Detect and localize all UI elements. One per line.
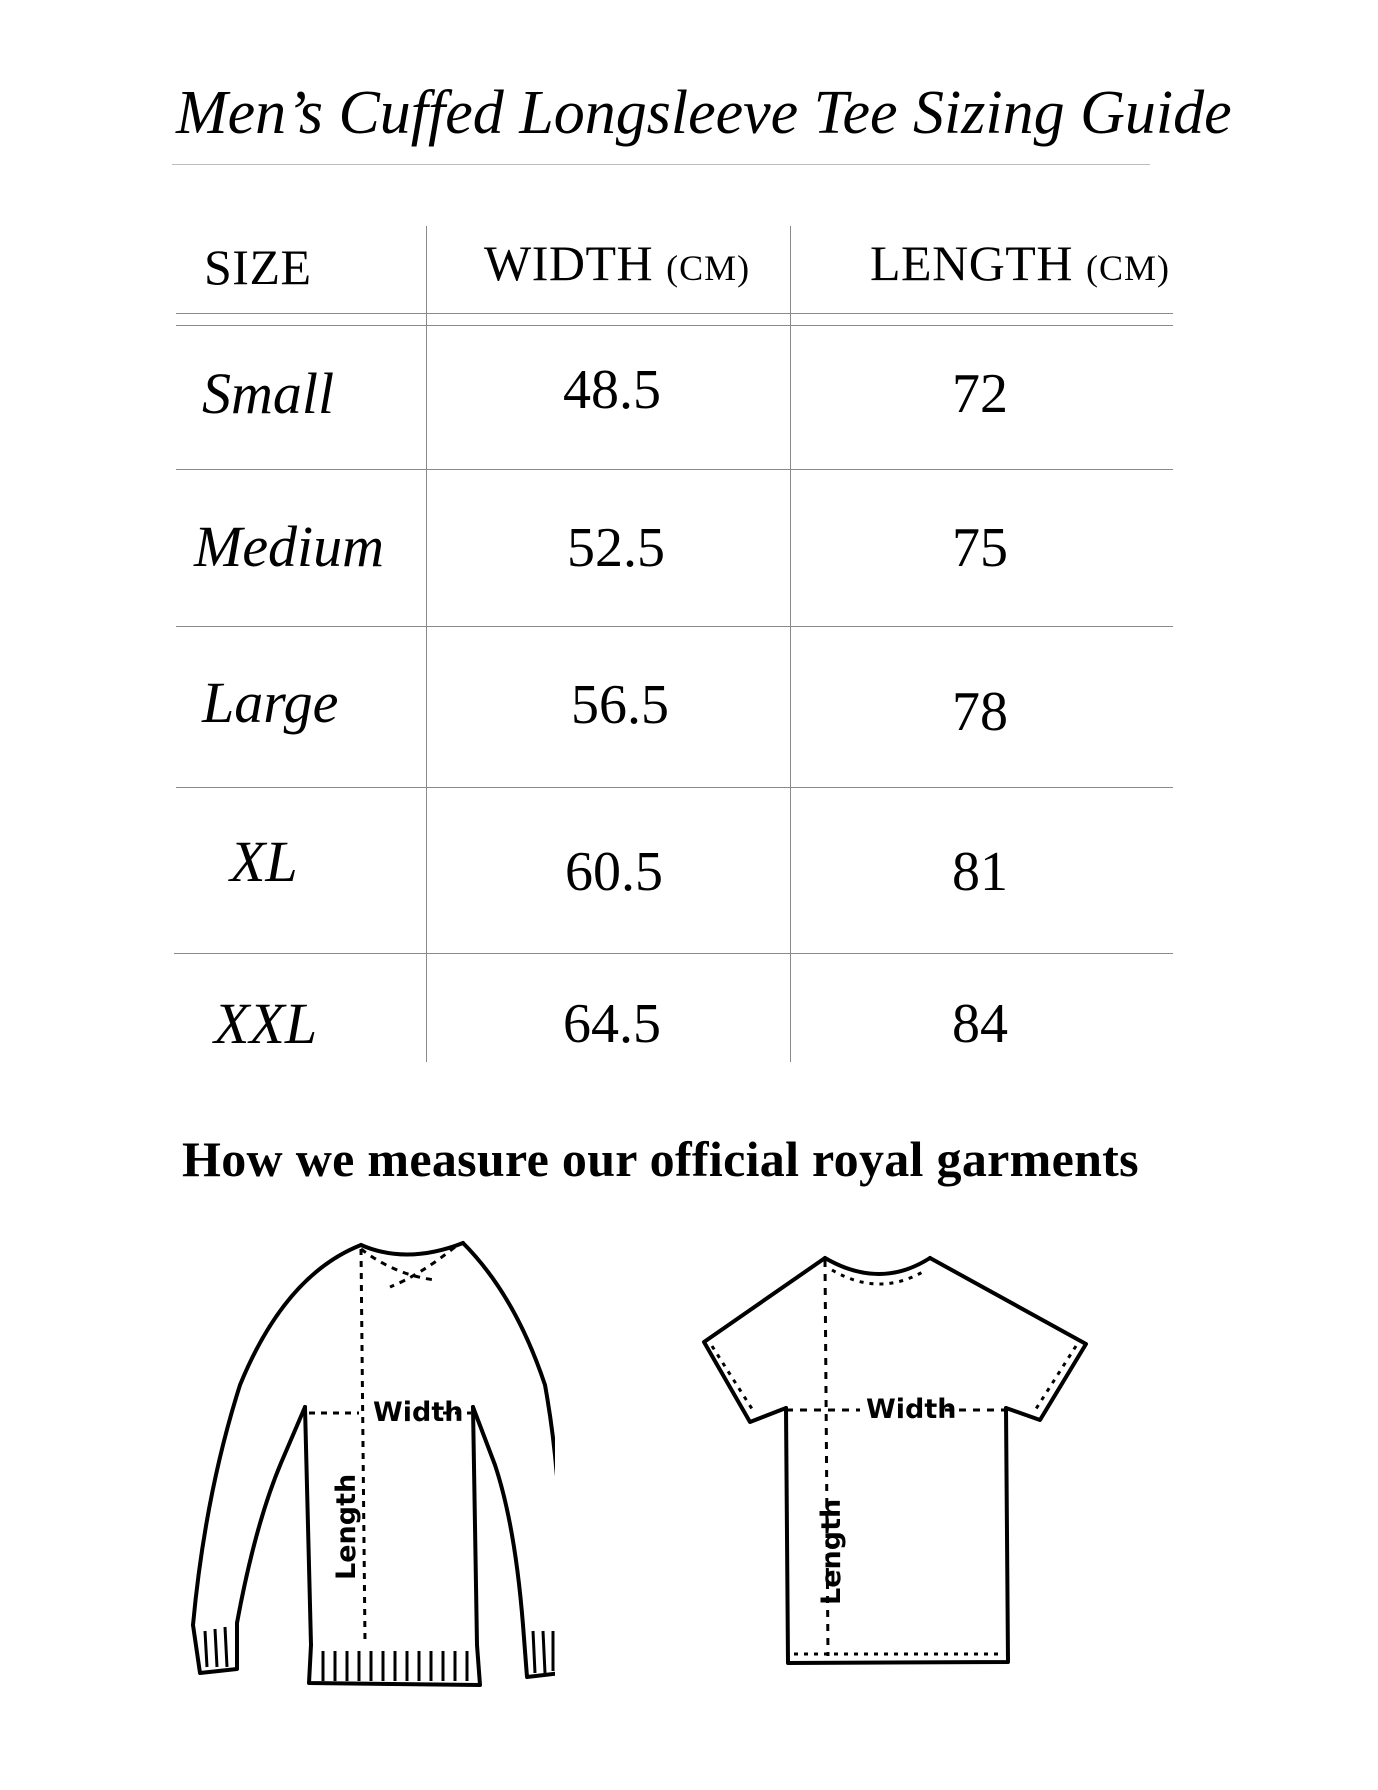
header-length-label: LENGTH <box>870 235 1073 291</box>
header-width <box>484 234 750 292</box>
size-xl: XL <box>230 829 298 894</box>
width-small: 48.5 <box>563 359 661 421</box>
length-large: 78 <box>952 681 1008 743</box>
row-divider <box>174 953 1173 954</box>
header-size: SIZE <box>204 239 312 295</box>
size-xxl: XXL <box>214 991 318 1056</box>
header-width-label: WIDTH <box>484 235 654 291</box>
longsleeve-diagram <box>185 1235 555 1705</box>
width-medium: 52.5 <box>567 517 665 579</box>
header-rule <box>176 313 1173 314</box>
tee-diagram <box>700 1250 1090 1680</box>
column-divider <box>790 226 791 1062</box>
longsleeve-width-label: Width <box>373 1397 464 1428</box>
length-xl: 81 <box>952 841 1008 903</box>
width-xl: 60.5 <box>565 841 663 903</box>
length-medium: 75 <box>952 517 1008 579</box>
length-small: 72 <box>952 363 1008 425</box>
tee-width-label: Width <box>866 1394 957 1425</box>
length-xxl: 84 <box>952 993 1008 1055</box>
tee-length-label: Length <box>816 1498 847 1605</box>
longsleeve-length-label: Length <box>331 1473 362 1580</box>
header-rule <box>176 325 1173 326</box>
row-divider <box>176 626 1173 627</box>
longsleeve-drawing <box>185 1235 555 1705</box>
width-large: 56.5 <box>571 674 669 736</box>
page-title: Men’s Cuffed Longsleeve Tee Sizing Guide <box>176 79 1232 147</box>
size-medium: Medium <box>194 514 385 579</box>
header-length-unit: (CM) <box>1085 248 1170 288</box>
header-length <box>870 234 1170 292</box>
tee-drawing <box>700 1250 1090 1680</box>
width-xxl: 64.5 <box>563 993 661 1055</box>
column-divider <box>426 226 427 1062</box>
size-large: Large <box>202 670 339 735</box>
header-width-unit: (CM) <box>666 248 751 288</box>
measure-heading: How we measure our official royal garments <box>182 1131 1139 1187</box>
row-divider <box>176 787 1173 788</box>
size-small: Small <box>202 361 335 426</box>
row-divider <box>176 469 1173 470</box>
